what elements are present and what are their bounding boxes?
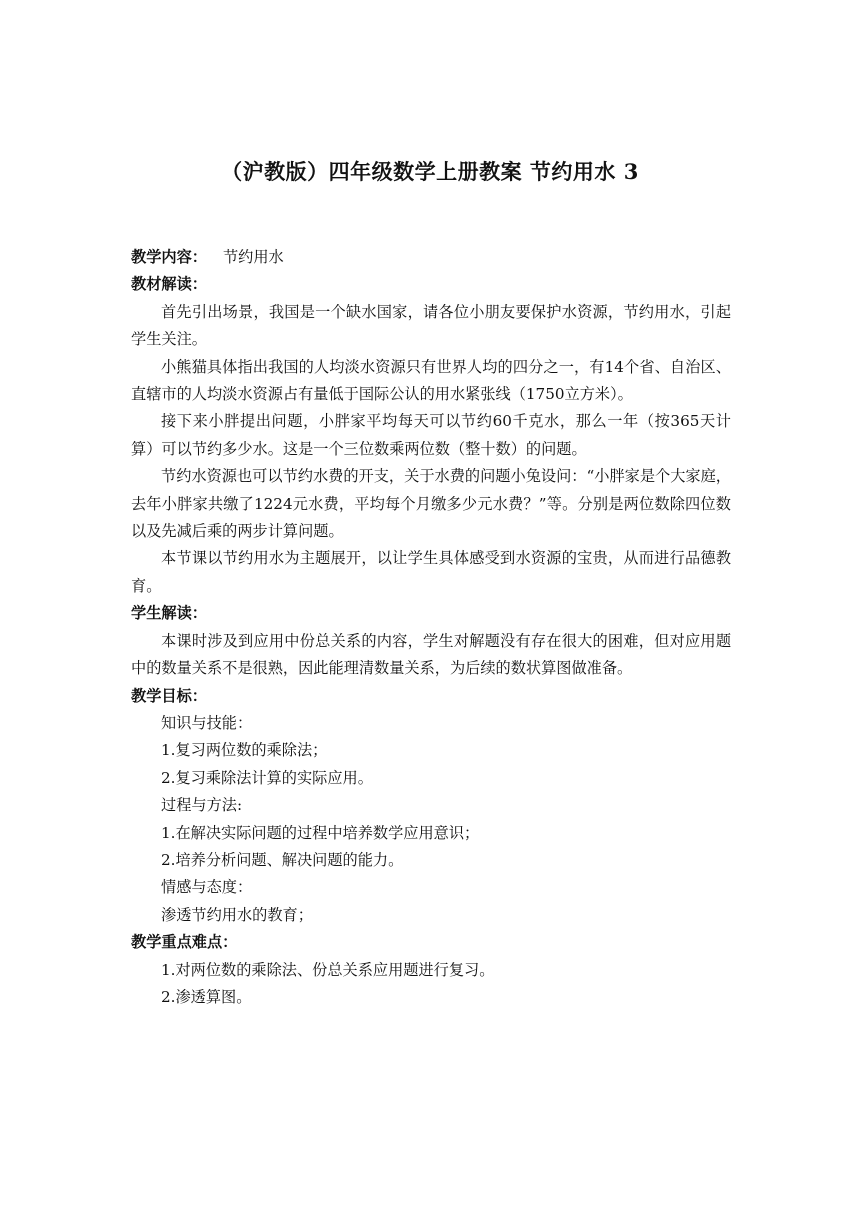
teaching-content-value: 节约用水 bbox=[222, 248, 284, 266]
emotion-label: 情感与态度： bbox=[161, 878, 253, 897]
document-body bbox=[131, 244, 731, 1011]
knowledge-label: 知识与技能： bbox=[161, 713, 253, 732]
key-points-heading: 教学重点难点： bbox=[131, 933, 238, 952]
emotion-item-1: 渗透节约用水的教育； bbox=[161, 905, 313, 924]
goals-heading: 教学目标： bbox=[131, 686, 207, 705]
teaching-content-label: 教学内容： bbox=[131, 248, 207, 266]
material-paragraph-2: 小熊猫具体指出我国的人均淡水资源只有世界人均的四分之一，有14个省、自治区、直辖市的人均淡水资源占有量低于国际公认的用水紧张线（1750立方米）。 bbox=[131, 357, 731, 404]
teaching-content-row bbox=[131, 244, 731, 271]
page-title: （沪教版）四年级数学上册教案 节约用水 3 bbox=[221, 159, 639, 184]
student-paragraph: 本课时涉及到应用中份总关系的内容，学生对解题没有存在很大的困难，但对应用题中的数量关系不是很熟，因此能理清数量关系，为后续的数状算图做准备。 bbox=[131, 631, 731, 678]
knowledge-item-2: 2.复习乘除法计算的实际应用。 bbox=[161, 768, 373, 787]
key-point-item-1: 1.对两位数的乘除法、份总关系应用题进行复习。 bbox=[161, 960, 495, 979]
material-paragraph-3: 接下来小胖提出问题，小胖家平均每天可以节约60千克水，那么一年（按365天计算）可以节约多少水。这是一个三位数乘两位数（整十数）的问题。 bbox=[131, 412, 731, 458]
knowledge-item-1: 1.复习两位数的乘除法； bbox=[161, 741, 328, 760]
process-item-1: 1.在解决实际问题的过程中培养数学应用意识； bbox=[161, 823, 480, 842]
material-heading: 教材解读： bbox=[131, 275, 207, 294]
key-point-item-2: 2.渗透算图。 bbox=[161, 987, 252, 1006]
material-paragraph-1: 首先引出场景，我国是一个缺水国家，请各位小朋友要保护水资源，节约用水，引起学生关注。 bbox=[131, 302, 731, 349]
material-paragraph-4: 节约水资源也可以节约水费的开支，关于水费的问题小兔设问：“小胖家是个大家庭，去年小胖家共缴了1224元水费，平均每个月缴多少元水费？”等。分别是两位数除四位数以及先减后乘的两步计算问题。 bbox=[131, 467, 731, 541]
process-item-2: 2.培养分析问题、解决问题的能力。 bbox=[161, 850, 404, 869]
process-label: 过程与方法: bbox=[161, 796, 243, 815]
student-heading: 学生解读： bbox=[131, 604, 207, 623]
material-paragraph-5: 本节课以节约用水为主题展开，以让学生具体感受到水资源的宝贵，从而进行品德教育。 bbox=[131, 549, 731, 595]
